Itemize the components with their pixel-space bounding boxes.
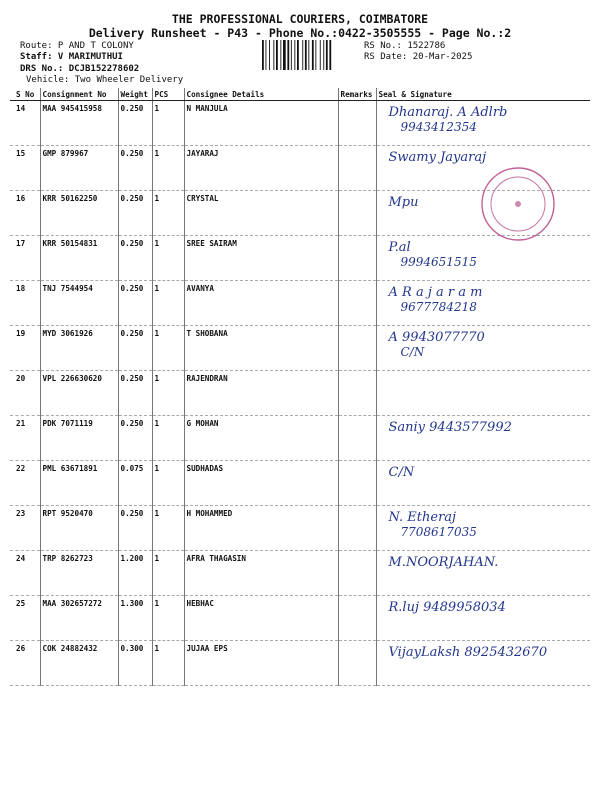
table-row — [10, 236, 590, 281]
barcode-bar — [320, 40, 321, 70]
cell-consignee: SUDHADAS — [184, 461, 338, 506]
cell-consignment: RPT 9520470 — [40, 506, 118, 551]
cell-weight: 0.250 — [118, 371, 152, 416]
signature-phone: 9677784218 — [400, 300, 477, 314]
route-label: Route: P AND T COLONY — [20, 41, 134, 51]
cell-signature — [376, 281, 590, 326]
cell-consignment: TRP 8262723 — [40, 551, 118, 596]
cell-consignment: GMP 879967 — [40, 146, 118, 191]
cell-pcs: 1 — [152, 641, 184, 686]
barcode-bar — [305, 40, 307, 70]
handwritten-signature — [389, 645, 548, 660]
cell-weight: 0.250 — [118, 416, 152, 461]
cell-consignment: PDK 7071119 — [40, 416, 118, 461]
cell-remarks — [338, 326, 376, 371]
col-header-signature: Seal & Signature — [376, 88, 590, 101]
signature-line: Mpu — [388, 195, 419, 210]
cell-weight: 0.300 — [118, 641, 152, 686]
table-row — [10, 596, 590, 641]
barcode-bar — [269, 40, 270, 70]
signature-line: VijayLaksh 8925432670 — [388, 645, 548, 660]
barcode-bar — [266, 40, 267, 70]
cell-pcs: 1 — [152, 551, 184, 596]
cell-consignment: MAA 302657272 — [40, 596, 118, 641]
barcode-bar — [283, 40, 286, 70]
cell-consignee: H MOHAMMED — [184, 506, 338, 551]
handwritten-signature — [389, 330, 485, 359]
company-name: THE PROFESSIONAL COURIERS, COIMBATORE — [171, 12, 429, 26]
cell-pcs: 1 — [152, 281, 184, 326]
cell-remarks — [338, 596, 376, 641]
cell-remarks — [338, 236, 376, 281]
cell-consignee: AVANYA — [184, 281, 338, 326]
cell-weight: 1.300 — [118, 596, 152, 641]
cell-pcs: 1 — [152, 596, 184, 641]
handwritten-signature — [389, 555, 499, 570]
cell-consignee: G MOHAN — [184, 416, 338, 461]
signature-line: A R a j a r a m — [388, 285, 483, 300]
col-header-consignee: Consignee Details — [184, 88, 338, 101]
cell-consignment: COK 24882432 — [40, 641, 118, 686]
cell-remarks — [338, 281, 376, 326]
cell-consignee: AFRA THAGASIN — [184, 551, 338, 596]
cell-remarks — [338, 641, 376, 686]
signature-line: Dhanaraj. A Adlrb — [388, 105, 508, 120]
table-row — [10, 551, 590, 596]
cell-signature — [376, 146, 590, 191]
cell-consignment: TNJ 7544954 — [40, 281, 118, 326]
cell-pcs: 1 — [152, 371, 184, 416]
cell-signature — [376, 641, 590, 686]
signature-phone: 9943412354 — [400, 120, 477, 134]
cell-pcs: 1 — [152, 101, 184, 146]
cell-consignee: T SHOBANA — [184, 326, 338, 371]
signature-line: P.al — [388, 240, 411, 255]
cell-remarks — [338, 551, 376, 596]
cell-remarks — [338, 101, 376, 146]
vehicle-label: Vehicle: Two Wheeler Delivery — [26, 75, 184, 85]
signature-line: Swamy Jayaraj — [388, 150, 487, 165]
cell-signature — [376, 596, 590, 641]
cell-remarks — [338, 371, 376, 416]
table-row — [10, 326, 590, 371]
signature-line: C/N — [388, 465, 415, 480]
cell-consignee: CRYSTAL — [184, 191, 338, 236]
cell-sno: 17 — [10, 236, 40, 281]
cell-consignee: N MANJULA — [184, 101, 338, 146]
staff-label: Staff: V MARIMUTHUI — [20, 52, 123, 62]
cell-sno: 18 — [10, 281, 40, 326]
handwritten-signature — [389, 510, 477, 539]
table-row — [10, 281, 590, 326]
signature-line: M.NOORJAHAN. — [388, 555, 499, 570]
cell-sno: 23 — [10, 506, 40, 551]
handwritten-signature — [389, 195, 419, 210]
cell-pcs: 1 — [152, 236, 184, 281]
rs-date: RS Date: 20-Mar-2025 — [364, 52, 473, 62]
cell-remarks — [338, 461, 376, 506]
cell-sno: 26 — [10, 641, 40, 686]
signature-phone: 7708617035 — [400, 525, 477, 539]
cell-pcs: 1 — [152, 191, 184, 236]
cell-consignment: MYD 3061926 — [40, 326, 118, 371]
cell-weight: 0.250 — [118, 191, 152, 236]
cell-consignee: RAJENDRAN — [184, 371, 338, 416]
cell-remarks — [338, 506, 376, 551]
cell-consignment: MAA 945415958 — [40, 101, 118, 146]
handwritten-signature — [389, 285, 483, 314]
cell-signature — [376, 551, 590, 596]
runsheet-table — [10, 88, 590, 686]
cell-signature — [376, 101, 590, 146]
cell-pcs: 1 — [152, 146, 184, 191]
cell-sno: 15 — [10, 146, 40, 191]
cell-weight: 0.250 — [118, 101, 152, 146]
signature-phone: C/N — [400, 345, 425, 359]
table-row — [10, 416, 590, 461]
runsheet-title: Delivery Runsheet - P43 - Phone No.:0422-3505555 - Page No.:2 — [88, 26, 512, 40]
cell-signature — [376, 461, 590, 506]
cell-consignment: KRR 50154831 — [40, 236, 118, 281]
barcode-bar — [297, 40, 299, 70]
cell-signature — [376, 191, 590, 236]
barcode-bar — [329, 40, 331, 70]
barcode-bar — [315, 40, 316, 70]
cell-sno: 14 — [10, 101, 40, 146]
cell-consignee: SREE SAIRAM — [184, 236, 338, 281]
cell-pcs: 1 — [152, 326, 184, 371]
handwritten-signature — [389, 105, 508, 134]
handwritten-signature — [389, 150, 487, 165]
cell-remarks — [338, 416, 376, 461]
cell-pcs: 1 — [152, 506, 184, 551]
cell-remarks — [338, 146, 376, 191]
cell-sno: 19 — [10, 326, 40, 371]
signature-line: A 9943077770 — [388, 330, 485, 345]
barcode-image — [262, 40, 354, 70]
barcode-bar — [323, 40, 324, 70]
barcode-bar — [276, 40, 278, 70]
cell-weight: 0.250 — [118, 236, 152, 281]
table-header-row — [10, 88, 590, 101]
cell-signature — [376, 371, 590, 416]
barcode-bar — [262, 40, 264, 70]
col-header-weight: Weight — [118, 88, 152, 101]
cell-sno: 22 — [10, 461, 40, 506]
cell-consignee: HEBHAC — [184, 596, 338, 641]
col-header-sno: S No — [10, 88, 40, 101]
cell-signature — [376, 236, 590, 281]
handwritten-signature — [389, 240, 477, 269]
barcode-bar — [326, 40, 328, 70]
signature-line: Saniy 9443577992 — [388, 420, 512, 435]
barcode-bar — [273, 40, 274, 70]
cell-consignee: JAYARAJ — [184, 146, 338, 191]
handwritten-signature — [389, 465, 415, 480]
cell-sno: 21 — [10, 416, 40, 461]
table-row — [10, 101, 590, 146]
cell-pcs: 1 — [152, 416, 184, 461]
table-row — [10, 146, 590, 191]
cell-weight: 0.250 — [118, 326, 152, 371]
barcode-bar — [287, 40, 289, 70]
signature-line: R.luj 9489958034 — [388, 600, 506, 615]
handwritten-signature — [389, 420, 512, 435]
cell-remarks — [338, 191, 376, 236]
table-row — [10, 371, 590, 416]
barcode-bar — [280, 40, 281, 70]
cell-weight: 0.250 — [118, 281, 152, 326]
cell-signature — [376, 506, 590, 551]
col-header-consignment: Consignment No — [40, 88, 118, 101]
col-header-pcs: PCS — [152, 88, 184, 101]
cell-sno: 25 — [10, 596, 40, 641]
cell-weight: 1.200 — [118, 551, 152, 596]
cell-pcs: 1 — [152, 461, 184, 506]
cell-consignee: JUJAA EPS — [184, 641, 338, 686]
table-row — [10, 461, 590, 506]
cell-weight: 0.250 — [118, 506, 152, 551]
table-row — [10, 641, 590, 686]
cell-consignment: PML 63671891 — [40, 461, 118, 506]
table-row — [10, 191, 590, 236]
cell-weight: 0.075 — [118, 461, 152, 506]
cell-weight: 0.250 — [118, 146, 152, 191]
cell-sno: 20 — [10, 371, 40, 416]
cell-sno: 16 — [10, 191, 40, 236]
cell-signature — [376, 416, 590, 461]
cell-signature — [376, 326, 590, 371]
barcode-bar — [312, 40, 314, 70]
drs-number: DRS No.: DCJB152278602 — [20, 64, 140, 74]
col-header-remarks: Remarks — [338, 88, 376, 101]
cell-consignment: KRR 50162250 — [40, 191, 118, 236]
barcode-bar — [308, 40, 309, 70]
cell-sno: 24 — [10, 551, 40, 596]
signature-phone: 9994651515 — [400, 255, 477, 269]
handwritten-signature — [389, 600, 506, 615]
table-row — [10, 506, 590, 551]
barcode-bar — [291, 40, 292, 70]
barcode-bar — [302, 40, 303, 70]
rs-number: RS No.: 1522786 — [364, 41, 446, 51]
barcode-bar — [294, 40, 295, 70]
signature-line: N. Etheraj — [388, 510, 457, 525]
cell-consignment: VPL 226630620 — [40, 371, 118, 416]
